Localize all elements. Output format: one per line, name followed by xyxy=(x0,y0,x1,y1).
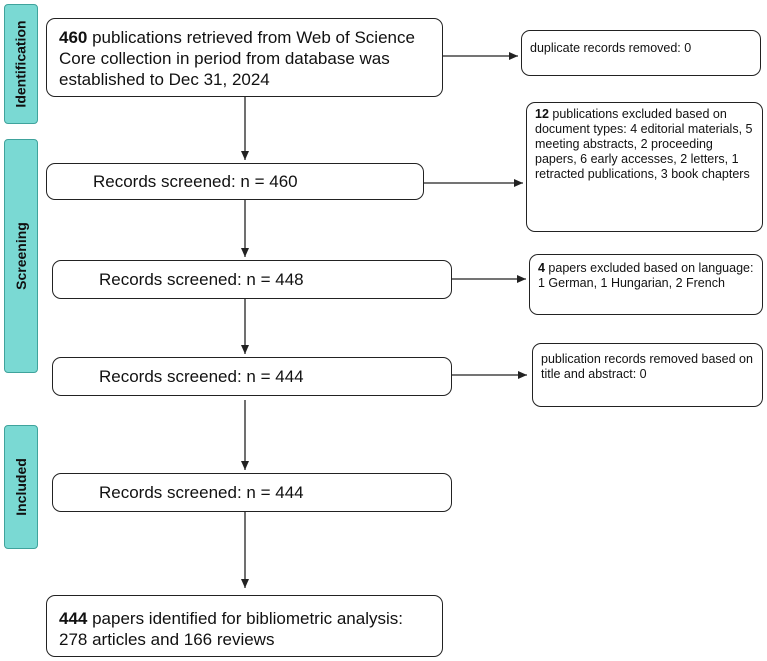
screen3-text: Records screened: n = 444 xyxy=(99,367,304,386)
doctypes-count: 12 xyxy=(535,107,549,121)
final-text: papers identified for bibliometric analysis: 278 articles and 166 reviews xyxy=(59,609,403,649)
screen1-text: Records screened: n = 460 xyxy=(93,172,298,191)
language-box xyxy=(529,254,763,315)
duplicates-text: duplicate records removed: 0 xyxy=(530,41,692,55)
phase-identification xyxy=(4,4,38,124)
screen2-box xyxy=(52,260,452,299)
language-count: 4 xyxy=(538,261,545,275)
screen1-box xyxy=(46,163,424,200)
language-text: papers excluded based on language: 1 German, 1 Hungarian, 2 French xyxy=(538,261,754,290)
identification-count: 460 xyxy=(59,28,88,47)
titleabstract-box xyxy=(532,343,763,407)
final-box xyxy=(46,595,443,657)
phase-included xyxy=(4,425,38,549)
phase-screening-label: Screening xyxy=(13,222,30,290)
phase-screening xyxy=(4,139,38,373)
identification-box xyxy=(46,18,443,97)
included-box xyxy=(52,473,452,512)
included-text: Records screened: n = 444 xyxy=(99,483,304,502)
doctypes-text: publications excluded based on document types: 4 editorial materials, 5 meeting abstracts, 2 proceeding papers, 6 early accesses, 2 letters, 1 retracted publications, 3 book chapters xyxy=(535,107,753,181)
screen2-text: Records screened: n = 448 xyxy=(99,270,304,289)
duplicates-box xyxy=(521,30,761,76)
final-count: 444 xyxy=(59,609,88,628)
screen3-box xyxy=(52,357,452,396)
doctypes-box xyxy=(526,102,763,232)
identification-text: publications retrieved from Web of Science Core collection in period from database was established to Dec 31, 2024 xyxy=(59,28,415,89)
titleabstract-text: publication records removed based on title and abstract: 0 xyxy=(541,352,753,381)
phase-identification-label: Identification xyxy=(13,20,29,108)
phase-included-label: Included xyxy=(13,458,29,516)
